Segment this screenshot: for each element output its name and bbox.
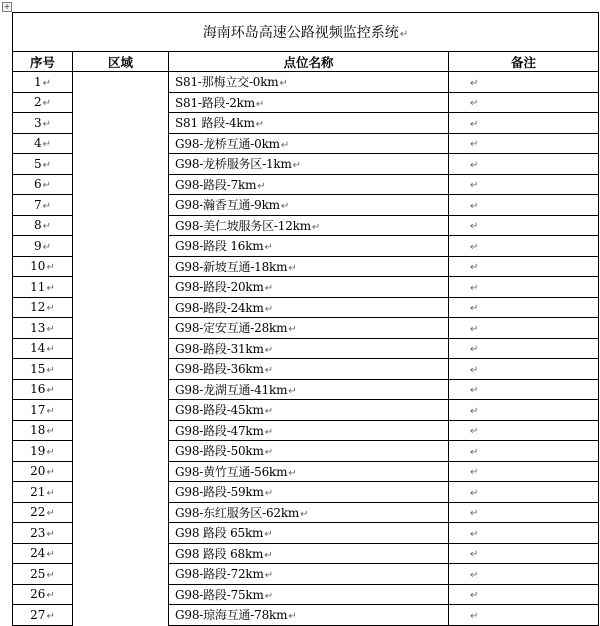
location-cell[interactable] [169,441,449,462]
seq-cell[interactable] [13,523,73,544]
location-name: G98-定安互通-28km [175,321,288,336]
paragraph-mark-icon: ↵ [46,282,55,294]
location-cell[interactable] [169,543,449,564]
paragraph-mark-icon: ↵ [470,303,479,315]
paragraph-mark-icon: ↵ [42,241,52,253]
seq-cell[interactable] [13,72,73,93]
location-name: G98-路段-75km [175,587,264,602]
paragraph-mark-icon: ↵ [46,364,55,376]
location-name: G98-路段 16km [175,239,264,254]
paragraph-mark-icon: ↵ [264,549,273,561]
seq-cell[interactable] [13,441,73,462]
seq-cell[interactable] [13,400,73,421]
location-cell[interactable] [169,113,449,134]
paragraph-mark-icon: ↵ [264,426,273,438]
seq-value: 13 [30,320,46,335]
paragraph-mark-icon: ↵ [255,119,264,131]
paragraph-mark-icon: ↵ [46,508,55,520]
location-name: G98-路段-24km [175,300,264,315]
paragraph-mark-icon: ↵ [46,446,55,458]
paragraph-mark-icon: ↵ [46,590,55,602]
note-cell[interactable] [449,461,599,482]
paragraph-mark-icon: ↵ [470,139,479,151]
paragraph-mark-icon: ↵ [470,385,479,397]
paragraph-mark-icon: ↵ [264,529,273,541]
paragraph-mark-icon: ↵ [46,528,55,540]
paragraph-mark-icon: ↵ [470,405,479,417]
paragraph-mark-icon: ↵ [264,488,273,500]
location-cell[interactable] [169,174,449,195]
location-name: G98-东红服务区-62km [175,505,300,520]
paragraph-mark-icon: ↵ [288,611,297,623]
location-name: G98-龙桥服务区-1km [175,157,292,172]
note-cell[interactable] [449,113,599,134]
note-cell[interactable] [449,564,599,585]
location-name: G98-路段-31km [175,341,264,356]
location-cell[interactable] [169,400,449,421]
seq-cell[interactable] [13,379,73,400]
location-name: G98 路段 68km [175,546,264,561]
paragraph-mark-icon: ↵ [46,549,55,561]
location-name: G98-路段-36km [175,362,264,377]
paragraph-mark-icon: ↵ [470,282,479,294]
paragraph-mark-icon: ↵ [42,200,52,212]
paragraph-mark-icon: ↵ [264,365,273,377]
location-cell[interactable] [169,584,449,605]
seq-cell[interactable] [13,215,73,236]
note-cell[interactable] [449,379,599,400]
seq-cell[interactable] [13,338,73,359]
table-row [13,72,599,93]
note-cell[interactable] [449,359,599,380]
note-cell[interactable] [449,482,599,503]
paragraph-mark-icon: ↵ [470,508,479,520]
seq-value: 23 [30,525,46,540]
location-name: G98 路段 65km [175,526,264,541]
paragraph-mark-icon: ↵ [470,200,479,212]
location-name: G98-路段-59km [175,485,264,500]
note-cell[interactable] [449,318,599,339]
location-cell[interactable] [169,195,449,216]
paragraph-mark-icon: ↵ [399,29,409,40]
table-title: 海南环岛高速公路视频监控系统 [202,25,399,41]
paragraph-mark-icon: ↵ [42,159,52,171]
seq-value: 5 [33,156,42,171]
paragraph-mark-icon: ↵ [264,406,273,418]
paragraph-mark-icon: ↵ [300,508,309,520]
location-name: G98-琼海互通-78km [175,608,288,623]
seq-cell[interactable] [13,256,73,277]
seq-value: 18 [30,423,46,438]
seq-cell[interactable] [13,92,73,113]
paragraph-mark-icon: ↵ [42,180,52,192]
paragraph-mark-icon: ↵ [42,139,52,151]
seq-cell[interactable] [13,420,73,441]
paragraph-mark-icon: ↵ [470,118,479,130]
note-cell[interactable] [449,338,599,359]
note-cell[interactable] [449,133,599,154]
seq-value: 9 [33,238,42,253]
paragraph-mark-icon: ↵ [470,221,479,233]
seq-cell[interactable] [13,605,73,626]
paragraph-mark-icon: ↵ [470,569,479,581]
paragraph-mark-icon: ↵ [280,201,290,213]
table-title-cell[interactable] [13,13,599,52]
note-cell[interactable] [449,297,599,318]
location-cell[interactable] [169,338,449,359]
location-cell[interactable] [169,482,449,503]
location-name: G98-路段-47km [175,423,264,438]
note-cell[interactable] [449,215,599,236]
location-name: G98-龙湖互通-41km [175,382,288,397]
seq-value: 21 [30,484,46,499]
seq-value: 6 [33,177,42,192]
paragraph-mark-icon: ↵ [470,528,479,540]
location-name: G98-路段-20km [175,280,264,295]
seq-cell[interactable] [13,359,73,380]
location-cell[interactable] [169,318,449,339]
note-cell[interactable] [449,154,599,175]
note-cell[interactable] [449,420,599,441]
location-name: G98-黄竹互通-56km [175,464,288,479]
seq-value: 14 [30,341,46,356]
seq-value: 12 [30,300,46,315]
seq-cell[interactable] [13,277,73,298]
seq-value: 4 [33,136,42,151]
seq-cell[interactable] [13,154,73,175]
location-cell[interactable] [169,154,449,175]
paragraph-mark-icon: ↵ [279,78,288,90]
note-cell[interactable] [449,584,599,605]
seq-cell[interactable] [13,502,73,523]
location-cell[interactable] [169,277,449,298]
seq-cell[interactable] [13,174,73,195]
note-cell[interactable] [449,236,599,257]
note-cell[interactable] [449,92,599,113]
paragraph-mark-icon: ↵ [292,160,301,172]
note-cell[interactable] [449,441,599,462]
seq-cell[interactable] [13,461,73,482]
paragraph-mark-icon: ↵ [46,487,55,499]
location-name: G98-龙桥互通-0km [175,136,280,151]
location-name: G98-新坡互通-18km [175,259,288,274]
paragraph-mark-icon: ↵ [470,610,479,622]
paragraph-mark-icon: ↵ [470,159,479,171]
paragraph-mark-icon: ↵ [288,467,297,479]
paragraph-mark-icon: ↵ [42,118,52,130]
paragraph-mark-icon: ↵ [470,364,479,376]
location-name: G98-路段-45km [175,403,264,418]
seq-value: 17 [30,402,46,417]
paragraph-mark-icon: ↵ [288,385,297,397]
paragraph-mark-icon: ↵ [264,283,273,295]
seq-cell[interactable] [13,297,73,318]
location-name: G98-路段-72km [175,567,264,582]
header-note[interactable]: 备注 [449,52,599,72]
location-name: G98-路段-50km [175,444,264,459]
paragraph-mark-icon: ↵ [288,262,297,274]
paragraph-mark-icon: ↵ [311,221,321,233]
paragraph-mark-icon: ↵ [470,344,479,356]
seq-value: 2 [33,95,42,110]
seq-value: 1 [33,74,42,89]
header-seq[interactable]: 序号 [13,52,73,72]
paragraph-mark-icon: ↵ [46,323,55,335]
header-region[interactable]: 区域 [73,52,169,72]
paragraph-mark-icon: ↵ [46,569,55,581]
location-name: G98-美仁坡服务区-12km [175,218,311,233]
paragraph-mark-icon: ↵ [470,180,479,192]
paragraph-mark-icon: ↵ [46,385,55,397]
monitoring-points-table [12,12,599,626]
seq-value: 16 [30,382,46,397]
paragraph-mark-icon: ↵ [46,405,55,417]
note-cell[interactable] [449,174,599,195]
note-cell[interactable] [449,72,599,93]
region-cell[interactable] [73,72,169,626]
location-cell[interactable] [169,215,449,236]
paragraph-mark-icon: ↵ [255,98,265,110]
paragraph-mark-icon: ↵ [257,180,266,192]
location-cell[interactable] [169,92,449,113]
paragraph-mark-icon: ↵ [42,77,52,89]
location-cell[interactable] [169,420,449,441]
seq-cell[interactable] [13,195,73,216]
location-cell[interactable] [169,379,449,400]
seq-value: 7 [33,197,42,212]
seq-value: 19 [30,443,46,458]
paragraph-mark-icon: ↵ [264,242,273,254]
location-cell[interactable] [169,359,449,380]
location-cell[interactable] [169,297,449,318]
seq-value: 8 [33,218,42,233]
seq-cell[interactable] [13,236,73,257]
paragraph-mark-icon: ↵ [470,590,479,602]
location-name: S81-那梅立交-0km [175,75,279,90]
paragraph-mark-icon: ↵ [42,98,52,110]
paragraph-mark-icon: ↵ [264,590,273,602]
paragraph-mark-icon: ↵ [470,77,479,89]
location-cell[interactable] [169,133,449,154]
paragraph-mark-icon: ↵ [42,221,52,233]
location-cell[interactable] [169,236,449,257]
location-cell[interactable] [169,461,449,482]
paragraph-mark-icon: ↵ [264,570,273,582]
location-name: G98-瀚香互通-9km [175,198,280,213]
paragraph-mark-icon: ↵ [46,344,55,356]
paragraph-mark-icon: ↵ [470,549,479,561]
location-name: G98-路段-7km [175,177,257,192]
location-cell[interactable] [169,72,449,93]
seq-value: 25 [30,566,46,581]
location-cell[interactable] [169,605,449,626]
note-cell[interactable] [449,400,599,421]
header-location[interactable]: 点位名称 [169,52,449,72]
paragraph-mark-icon: ↵ [46,426,55,438]
paragraph-mark-icon: ↵ [470,487,479,499]
seq-value: 15 [30,361,46,376]
note-cell[interactable] [449,523,599,544]
location-cell[interactable] [169,502,449,523]
seq-cell[interactable] [13,113,73,134]
paragraph-mark-icon: ↵ [46,610,55,622]
paragraph-mark-icon: ↵ [470,241,479,253]
seq-value: 10 [30,259,46,274]
seq-cell[interactable] [13,543,73,564]
paragraph-mark-icon: ↵ [470,323,479,335]
seq-value: 20 [30,464,46,479]
paragraph-mark-icon: ↵ [46,262,55,274]
seq-cell[interactable] [13,133,73,154]
paragraph-mark-icon: ↵ [264,447,273,459]
seq-value: 27 [30,607,46,622]
paragraph-mark-icon: ↵ [470,426,479,438]
location-name: S81 路段-4km [175,116,255,131]
seq-cell[interactable] [13,482,73,503]
paragraph-mark-icon: ↵ [470,446,479,458]
note-cell[interactable] [449,605,599,626]
location-name: S81-路段-2km [175,95,255,110]
note-cell[interactable] [449,277,599,298]
seq-cell[interactable] [13,584,73,605]
location-cell[interactable] [169,523,449,544]
seq-value: 22 [30,505,46,520]
note-cell[interactable] [449,195,599,216]
paragraph-mark-icon: ↵ [470,262,479,274]
paragraph-mark-icon: ↵ [470,467,479,479]
note-cell[interactable] [449,502,599,523]
location-cell[interactable] [169,564,449,585]
paragraph-mark-icon: ↵ [288,324,297,336]
seq-value: 3 [33,115,42,130]
table-move-handle-icon[interactable]: + [3,2,11,11]
note-cell[interactable] [449,256,599,277]
note-cell[interactable] [449,543,599,564]
paragraph-mark-icon: ↵ [280,139,290,151]
seq-value: 26 [30,587,46,602]
location-cell[interactable] [169,256,449,277]
paragraph-mark-icon: ↵ [470,98,479,110]
paragraph-mark-icon: ↵ [264,344,273,356]
seq-value: 24 [30,546,46,561]
seq-value: 11 [30,279,46,294]
paragraph-mark-icon: ↵ [264,303,273,315]
seq-cell[interactable] [13,318,73,339]
seq-cell[interactable] [13,564,73,585]
paragraph-mark-icon: ↵ [46,467,55,479]
paragraph-mark-icon: ↵ [46,303,55,315]
